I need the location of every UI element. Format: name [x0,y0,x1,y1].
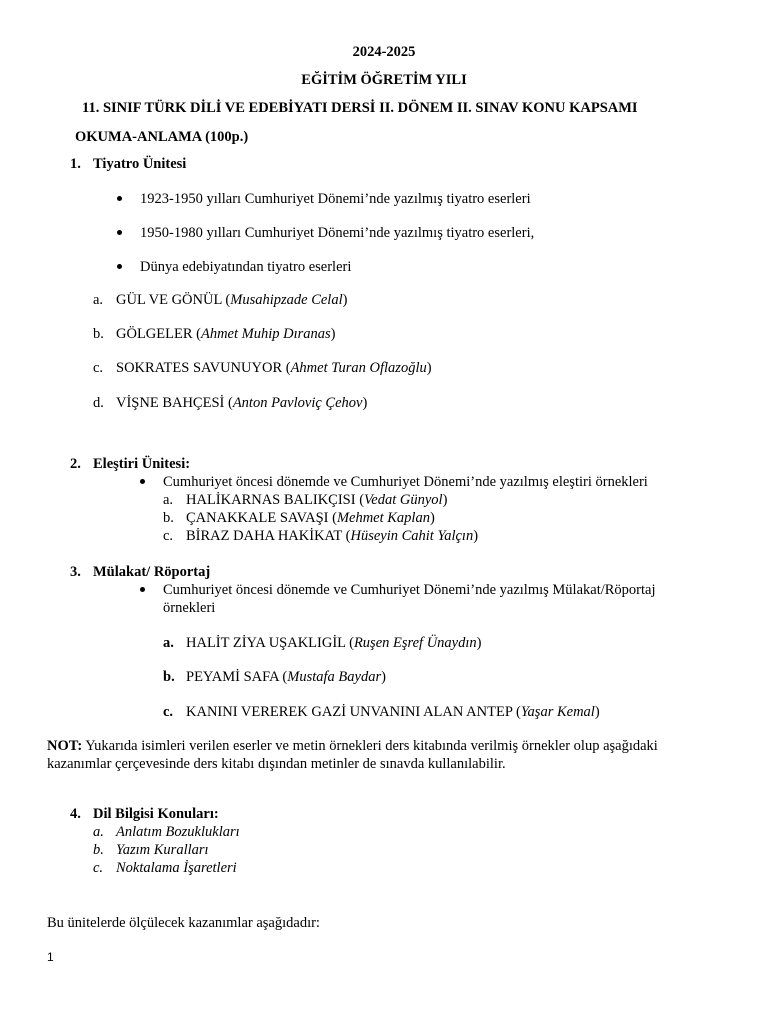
note-line-2: kazanımlar çerçevesinde ders kitabı dışından metinler de sınavda kullanılabilir. [47,756,506,772]
section-heading: OKUMA-ANLAMA (100p.) [75,129,249,145]
s3-item-letter: a. [163,635,174,651]
s3-title: Mülakat/ Röportaj [93,564,211,580]
s4-item-letter: a. [93,824,104,840]
s2-number: 2. [70,456,81,472]
header-subtitle: EĞİTİM ÖĞRETİM YILI [301,72,467,88]
s1-bullet-1: 1923-1950 yılları Cumhuriyet Dönemi’nde yazılmış tiyatro eserleri [140,191,531,207]
s1-item-c: SOKRATES SAVUNUYOR (Ahmet Turan Oflazoğlu) [116,360,432,376]
s2-bullet: Cumhuriyet öncesi dönemde ve Cumhuriyet Dönemi’nde yazılmış eleştiri örnekleri [163,474,648,490]
s3-item-c: KANINI VEREREK GAZİ UNVANINI ALAN ANTEP (Yaşar Kemal) [186,704,600,720]
s3-bullet-line-1: Cumhuriyet öncesi dönemde ve Cumhuriyet Dönemi’nde yazılmış Mülakat/Röportaj [163,582,656,598]
s4-item-letter: c. [93,860,104,876]
s1-item-a: GÜL VE GÖNÜL (Musahipzade Celal) [116,292,348,308]
s3-item-letter: b. [163,669,175,685]
footer-text: Bu ünitelerde ölçülecek kazanımlar aşağıdadır: [47,915,320,931]
note-line-1: NOT: Yukarıda isimleri verilen eserler ve metin örnekleri ders kitabında verilmiş örnekler olup aşağıdaki [47,738,658,754]
s1-title: Tiyatro Ünitesi [93,156,187,172]
s3-item-a: HALİT ZİYA UŞAKLIGİL (Ruşen Eşref Ünaydın) [186,635,482,651]
bullet-dot [117,230,122,235]
s1-item-letter: a. [93,292,104,308]
s2-item-letter: a. [163,492,174,508]
page-number: 1 [47,950,54,964]
s4-title: Dil Bilgisi Konuları: [93,806,219,822]
s4-item-c: Noktalama İşaretleri [116,860,237,876]
s2-title: Eleştiri Ünitesi: [93,456,191,472]
bullet-dot [117,196,122,201]
s1-item-letter: c. [93,360,104,376]
s3-item-b: PEYAMİ SAFA (Mustafa Baydar) [186,669,386,685]
s4-item-letter: b. [93,842,104,858]
bullet-dot [140,479,145,484]
s2-item-letter: c. [163,528,174,544]
bullet-dot [117,264,122,269]
s1-bullet-3: Dünya edebiyatından tiyatro eserleri [140,259,352,275]
s4-number: 4. [70,806,81,822]
s2-item-letter: b. [163,510,174,526]
note-label: NOT: [47,738,83,754]
header-title: 11. SINIF TÜRK DİLİ VE EDEBİYATI DERSİ II. DÖNEM II. SINAV KONU KAPSAMI [82,100,638,116]
header-year: 2024-2025 [352,44,416,60]
s4-item-a: Anlatım Bozuklukları [116,824,240,840]
s1-bullet-2: 1950-1980 yılları Cumhuriyet Dönemi’nde yazılmış tiyatro eserleri, [140,225,535,241]
s3-number: 3. [70,564,81,580]
s1-item-letter: b. [93,326,104,342]
s1-number: 1. [70,156,81,172]
s1-item-d: VİŞNE BAHÇESİ (Anton Pavloviç Çehov) [116,395,368,411]
s4-item-b: Yazım Kuralları [116,842,209,858]
bullet-dot [140,587,145,592]
s1-item-b: GÖLGELER (Ahmet Muhip Dıranas) [116,326,336,342]
s2-item-b: ÇANAKKALE SAVAŞI (Mehmet Kaplan) [186,510,435,526]
s2-item-a: HALİKARNAS BALIKÇISI (Vedat Günyol) [186,492,448,508]
s1-item-letter: d. [93,395,104,411]
s3-bullet-line-2: örnekleri [163,600,216,616]
s3-item-letter: c. [163,704,174,720]
s2-item-c: BİRAZ DAHA HAKİKAT (Hüseyin Cahit Yalçın) [186,528,479,544]
